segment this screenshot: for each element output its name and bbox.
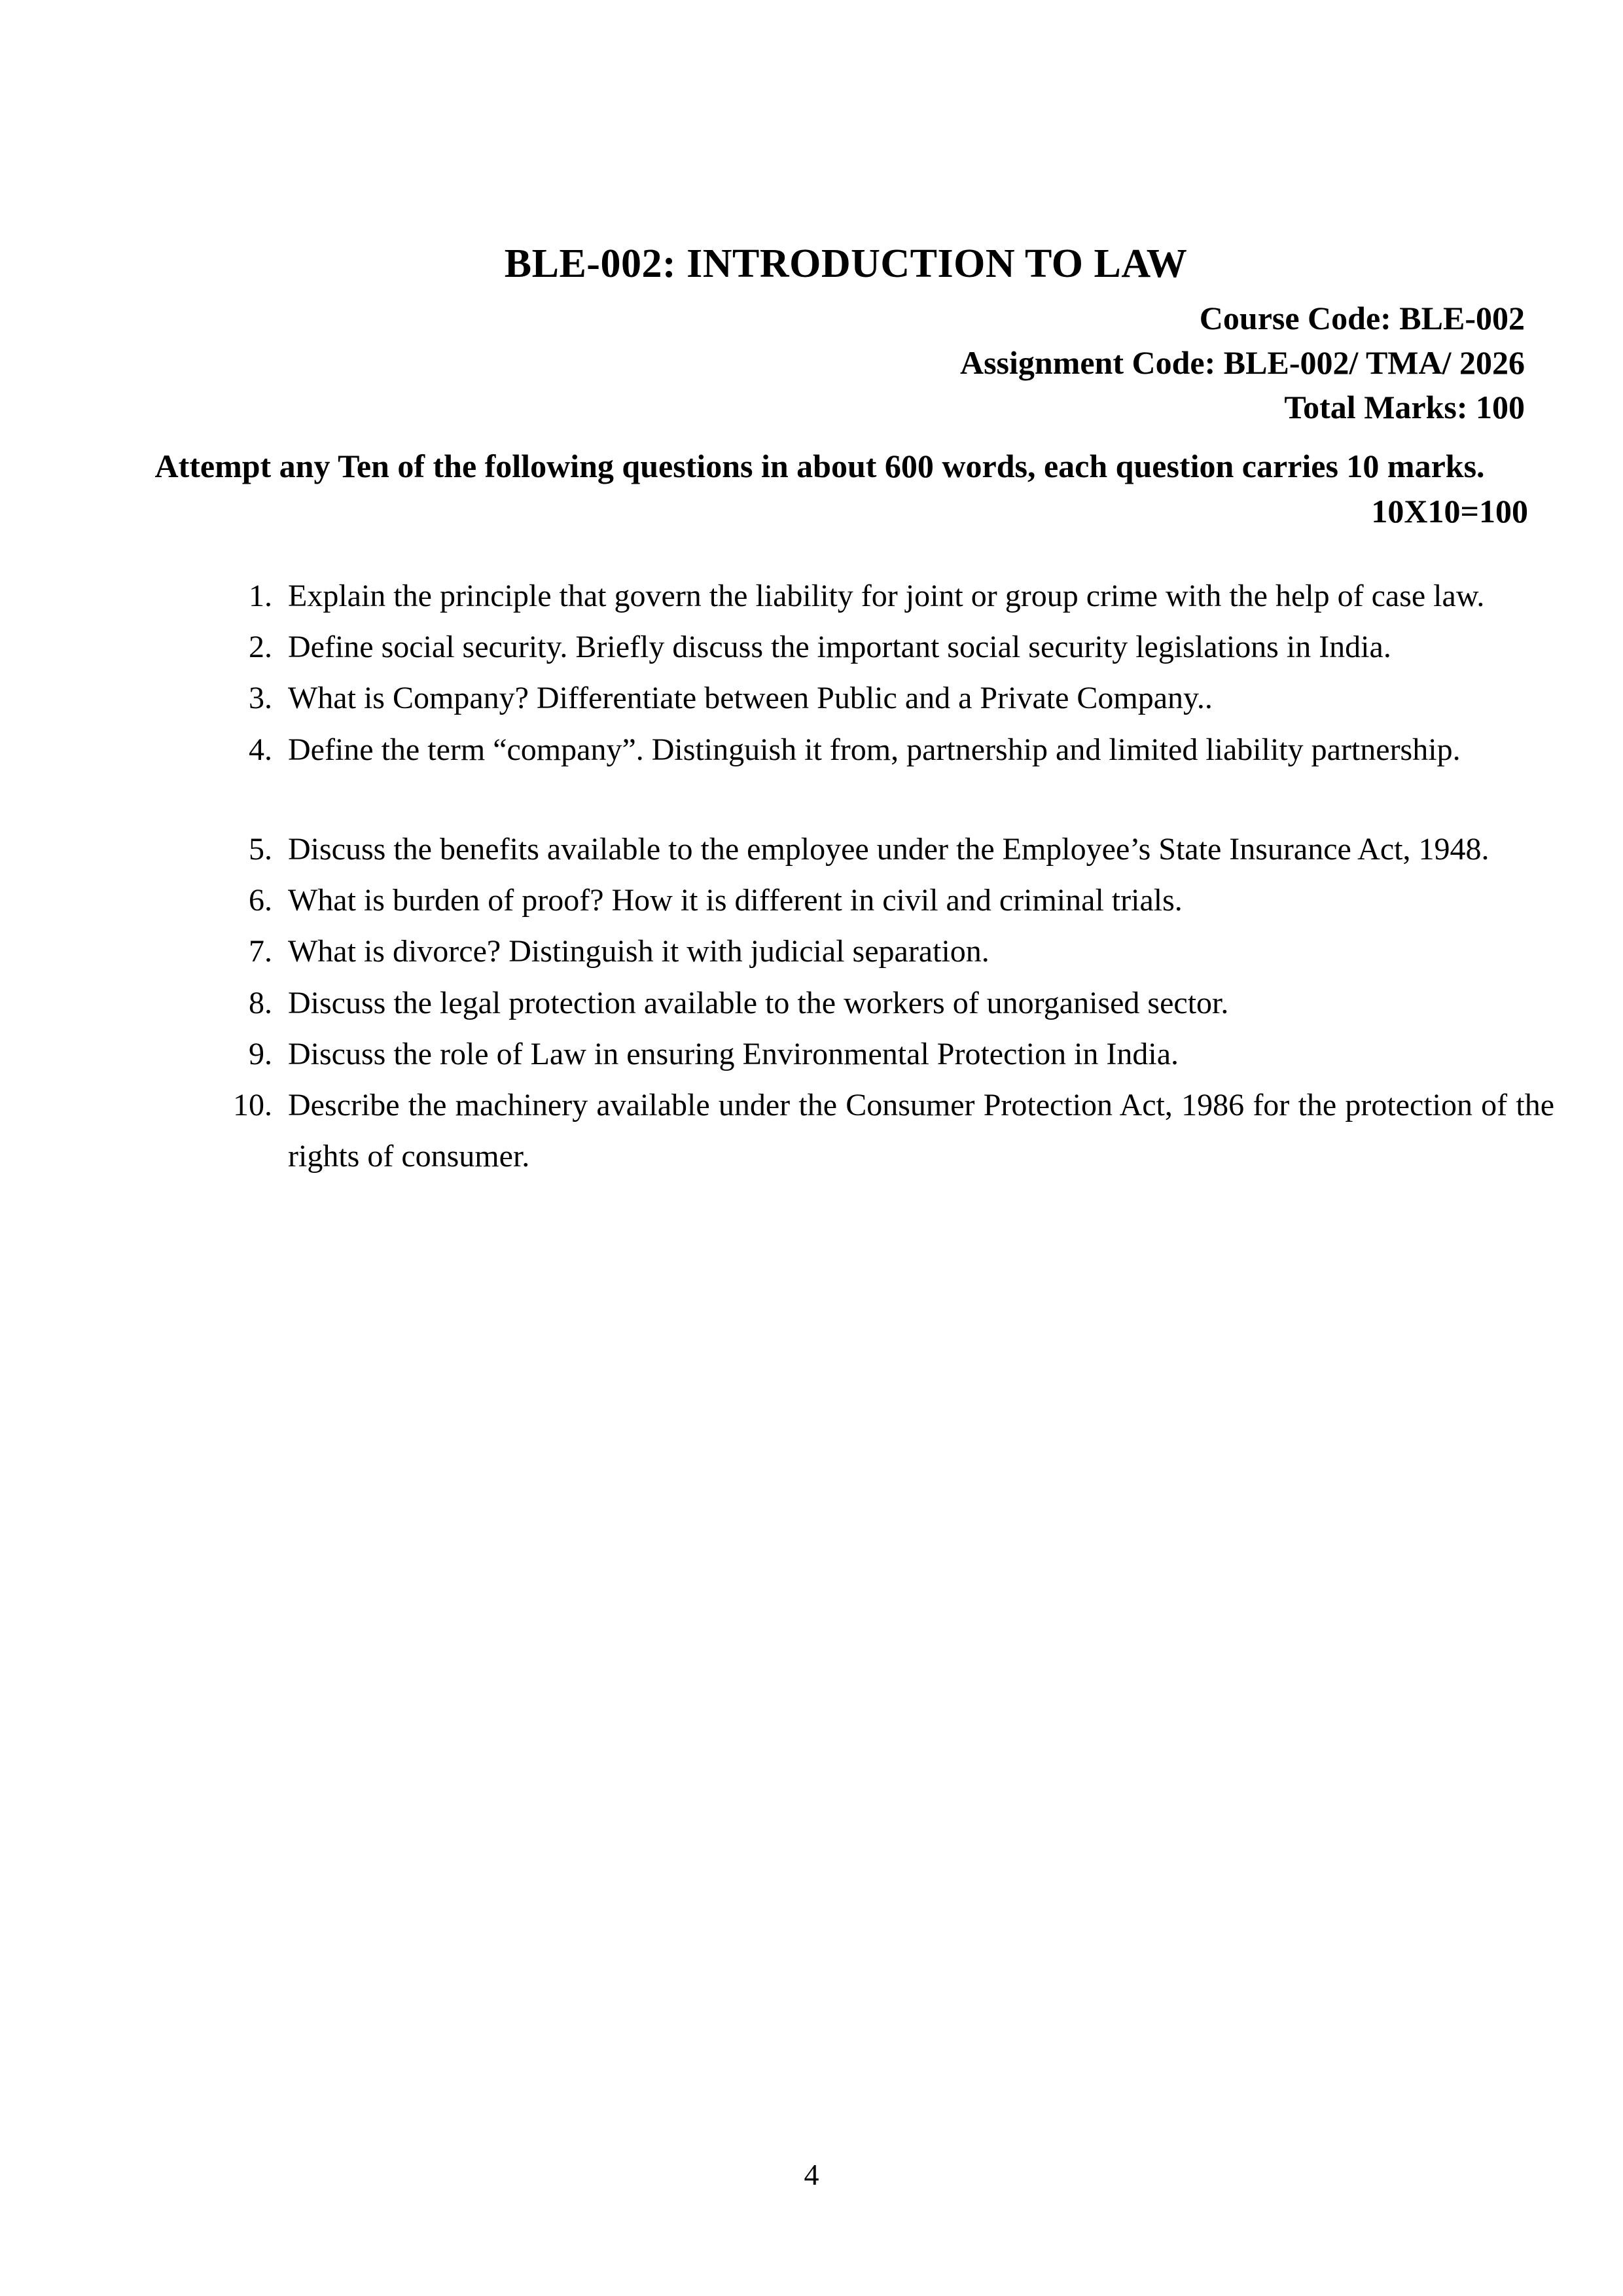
question-text: Describe the machinery available under the Consumer Protection Act, 1986 for the protection of the rights of consumer. bbox=[288, 1088, 1554, 1174]
list-item bbox=[216, 978, 1554, 1029]
question-text: Discuss the legal protection available to the workers of unorganised sector. bbox=[288, 985, 1229, 1020]
instruction-marks-formula: 10X10=100 bbox=[1371, 493, 1528, 529]
page-title: BLE-002: INTRODUCTION TO LAW bbox=[504, 241, 1188, 286]
course-code-line: Course Code: BLE-002 bbox=[1199, 300, 1525, 336]
question-text: Discuss the benefits available to the employee under the Employee’s State Insurance Act, 1948. bbox=[288, 831, 1489, 867]
question-text: What is burden of proof? How it is different in civil and criminal trials. bbox=[288, 883, 1183, 918]
course-meta-block bbox=[190, 296, 1525, 429]
question-number: 8. bbox=[249, 985, 272, 1020]
question-text: Discuss the role of Law in ensuring Environmental Protection in India. bbox=[288, 1036, 1179, 1071]
assignment-code-line: Assignment Code: BLE-002/ TMA/ 2026 bbox=[959, 344, 1525, 381]
question-number: 7. bbox=[249, 934, 272, 969]
question-text: What is Company? Differentiate between Public and a Private Company.. bbox=[288, 681, 1213, 716]
question-number: 3. bbox=[249, 681, 272, 716]
list-item bbox=[216, 926, 1554, 977]
question-number: 5. bbox=[249, 831, 272, 867]
question-number: 9. bbox=[249, 1036, 272, 1071]
list-item bbox=[216, 824, 1554, 875]
list-item bbox=[216, 1029, 1554, 1080]
question-number: 2. bbox=[249, 630, 272, 665]
total-marks-line: Total Marks: 100 bbox=[1284, 389, 1525, 425]
instruction-block bbox=[111, 444, 1528, 534]
question-number: 4. bbox=[249, 732, 272, 767]
question-number: 1. bbox=[249, 579, 272, 613]
list-item bbox=[216, 1080, 1554, 1182]
question-number: 6. bbox=[249, 883, 272, 918]
question-text: Define the term “company”. Distinguish it from, partnership and limited liability partnership. bbox=[288, 732, 1461, 767]
question-number: 10. bbox=[233, 1088, 272, 1123]
question-text: Define social security. Briefly discuss the important social security legislations in India. bbox=[288, 630, 1391, 665]
page-number: 4 bbox=[804, 2158, 819, 2191]
instruction-text: Attempt any Ten of the following questions in about 600 words, each question carries 10 marks. bbox=[154, 448, 1485, 484]
list-item bbox=[216, 622, 1554, 673]
question-text: Explain the principle that govern the liability for joint or group crime with the help of case law. bbox=[288, 579, 1485, 613]
question-text: What is divorce? Distinguish it with judicial separation. bbox=[288, 934, 990, 969]
question-list bbox=[190, 571, 1554, 1183]
list-item bbox=[216, 875, 1554, 926]
list-item bbox=[216, 571, 1554, 622]
list-item bbox=[216, 725, 1554, 776]
list-item bbox=[216, 673, 1554, 724]
